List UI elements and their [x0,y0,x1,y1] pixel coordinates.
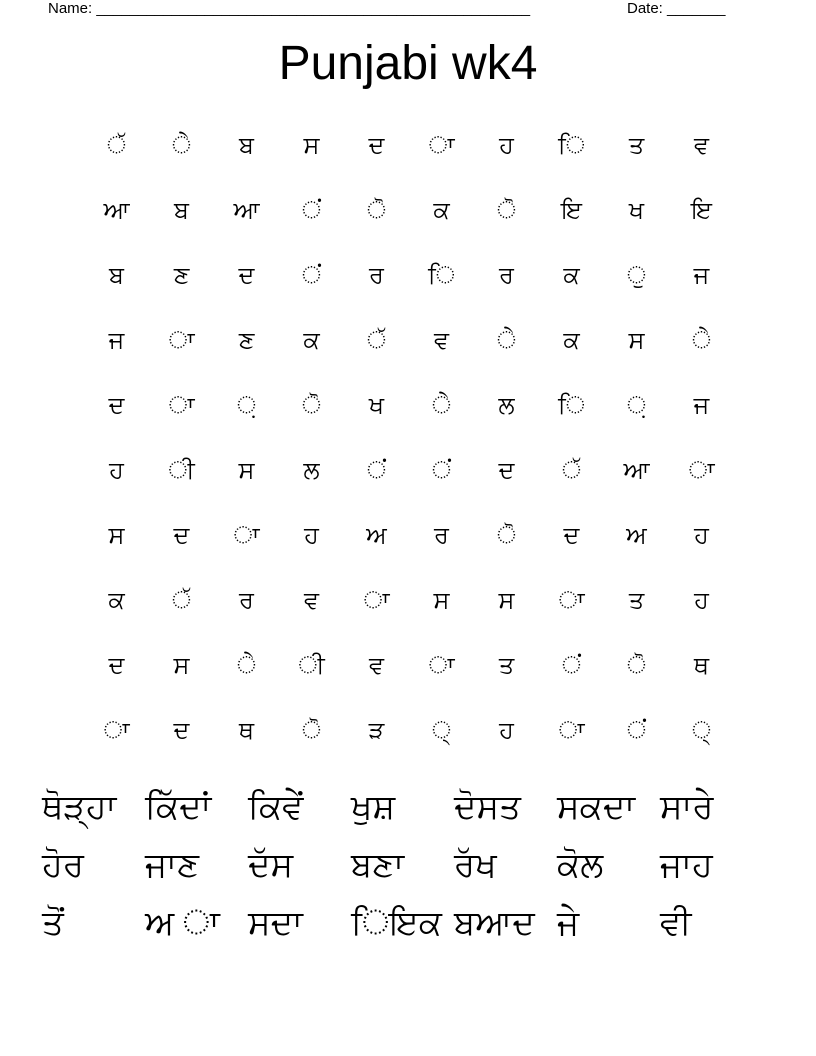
grid-cell: ਲ [303,455,320,484]
word-bank-item: ਸਦਾ [248,903,303,943]
grid-cell: ਬ [239,130,254,159]
grid-cell: ਸ [303,130,320,159]
grid-cell: ਿ [558,390,585,419]
word-bank-item: ਕਿੱਦਾਂ [145,787,212,827]
word-bank-item: ਵੀ [660,903,692,943]
grid-cell: ਦ [173,715,190,744]
grid-cell: ਦ [108,650,125,679]
word-bank-item: ਿਇਕ [351,903,442,943]
grid-cell: ਕ [563,325,580,354]
grid-cell: ਦ [368,130,385,159]
grid-cell: ਂ [561,650,582,679]
grid-cell: ੋ [496,520,517,549]
grid-cell: ਬ [174,195,189,224]
grid-cell: ਣ [173,260,190,289]
grid-cell: ਹ [109,455,124,484]
grid-cell: ਾ [558,715,585,744]
grid-cell: ੱ [561,455,582,484]
date-field-label: Date: _______ [627,0,726,17]
grid-cell: ਹ [694,585,709,614]
grid-cell: ਤ [628,585,645,614]
grid-cell: ਹ [499,130,514,159]
letter-grid [84,112,734,762]
grid-cell: ਸ [498,585,515,614]
word-bank-item: ਕੋਲ [557,845,604,885]
grid-cell: ੀ [168,455,195,484]
grid-cell: ਦ [563,520,580,549]
grid-cell: ਖ [368,390,385,419]
grid-cell: ਾ [168,325,195,354]
grid-cell: ੱ [171,585,192,614]
worksheet-title: Punjabi wk4 [278,37,538,90]
grid-cell: ਂ [301,195,322,224]
grid-cell: ੋ [626,650,647,679]
word-bank-item: ਅ ਾ [145,903,220,943]
grid-cell: ਖ [628,195,645,224]
grid-cell: ਾ [428,650,455,679]
grid-cell: ਤ [498,650,515,679]
word-bank-item: ਜਾਹ [660,845,713,885]
word-bank-item: ਥੋੜ੍ਹਾ [42,787,117,827]
grid-cell: ਤ [628,130,645,159]
grid-cell: ਼ [626,390,647,419]
word-bank-item: ਰੱਖ [454,845,497,885]
word-bank-item: ਬਣਾ [351,845,405,885]
grid-cell: ੋ [301,390,322,419]
grid-cell: ਦ [498,455,515,484]
grid-cell: ਇ [561,195,582,224]
grid-cell: ਕ [108,585,125,614]
grid-cell: ੋ [366,195,387,224]
grid-cell: ਵ [368,650,385,679]
grid-cell: ਦ [173,520,190,549]
grid-cell: ਾ [428,130,455,159]
grid-cell: ਇ [691,195,712,224]
grid-cell: ਂ [431,455,452,484]
grid-cell: ਕ [563,260,580,289]
grid-cell: ਅ [366,520,387,549]
word-bank-item: ਸਕਦਾ [557,787,636,827]
grid-cell: ਂ [301,260,322,289]
grid-cell: ਰ [239,585,254,614]
grid-cell: ਵ [433,325,450,354]
grid-cell: ਾ [233,520,260,549]
grid-cell: ੁ [626,260,647,289]
word-bank-item: ਸਾਰੇ [660,787,714,827]
grid-cell: ਕ [433,195,450,224]
word-bank-item: ਕਿਵੇਂ [248,787,304,827]
grid-cell: ਿ [558,130,585,159]
grid-cell: ਾ [558,585,585,614]
grid-cell: ੍ [431,715,452,744]
grid-cell: ੇ [496,325,517,354]
grid-cell: ਸ [628,325,645,354]
word-bank-item: ਤੋਂ [42,903,64,943]
grid-cell: ੱ [106,130,127,159]
word-bank-item: ਦੋਸਤ [454,787,521,827]
grid-cell: ਬ [109,260,124,289]
word-bank-item: ਹੋਰ [42,845,84,885]
grid-cell: ਜ [108,325,125,354]
grid-cell: ਸ [108,520,125,549]
grid-cell: ਹ [694,520,709,549]
word-bank-item: ਬਆਦ [454,903,535,943]
grid-cell: ਕ [303,325,320,354]
grid-cell: ੇ [236,650,257,679]
grid-cell: ਰ [499,260,514,289]
grid-cell: ਸ [173,650,190,679]
word-bank [42,778,763,952]
grid-cell: ੱ [366,325,387,354]
grid-cell: ਰ [369,260,384,289]
grid-cell: ੋ [496,195,517,224]
grid-cell: ਾ [363,585,390,614]
grid-cell: ਰ [434,520,449,549]
grid-cell: ੇ [171,130,192,159]
grid-cell: ੇ [431,390,452,419]
grid-cell: ਆ [233,195,260,224]
grid-cell: ਲ [498,390,515,419]
grid-cell: ੜ [368,715,385,744]
grid-cell: ਹ [499,715,514,744]
grid-cell: ੇ [691,325,712,354]
grid-cell: ਂ [626,715,647,744]
grid-cell: ਆ [623,455,650,484]
grid-cell: ਾ [103,715,130,744]
grid-cell: ਸ [238,455,255,484]
grid-cell: ਵ [693,130,710,159]
grid-cell: ੋ [301,715,322,744]
grid-cell: ਾ [688,455,715,484]
word-bank-item: ਜਾਣ [145,845,200,885]
grid-cell: ਼ [236,390,257,419]
grid-cell: ਵ [303,585,320,614]
grid-cell: ਂ [366,455,387,484]
grid-cell: ਸ [433,585,450,614]
grid-cell: ਜ [693,260,710,289]
grid-cell: ਦ [108,390,125,419]
grid-cell: ਹ [304,520,319,549]
grid-cell: ਅ [626,520,647,549]
grid-cell: ੍ [691,715,712,744]
grid-cell: ਜ [693,390,710,419]
grid-cell: ਆ [103,195,130,224]
grid-cell: ਿ [428,260,455,289]
grid-cell: ਾ [168,390,195,419]
name-field-label: Name: ____________________________________________________ [48,0,531,17]
word-bank-item: ਖੁਸ਼ [351,787,396,827]
word-bank-item: ਜੇ [557,903,580,943]
grid-cell: ਥ [238,715,255,744]
grid-cell: ਦ [238,260,255,289]
word-bank-item: ਦੱਸ [248,845,294,885]
grid-cell: ਣ [238,325,255,354]
grid-cell: ਥ [693,650,710,679]
grid-cell: ੀ [298,650,325,679]
